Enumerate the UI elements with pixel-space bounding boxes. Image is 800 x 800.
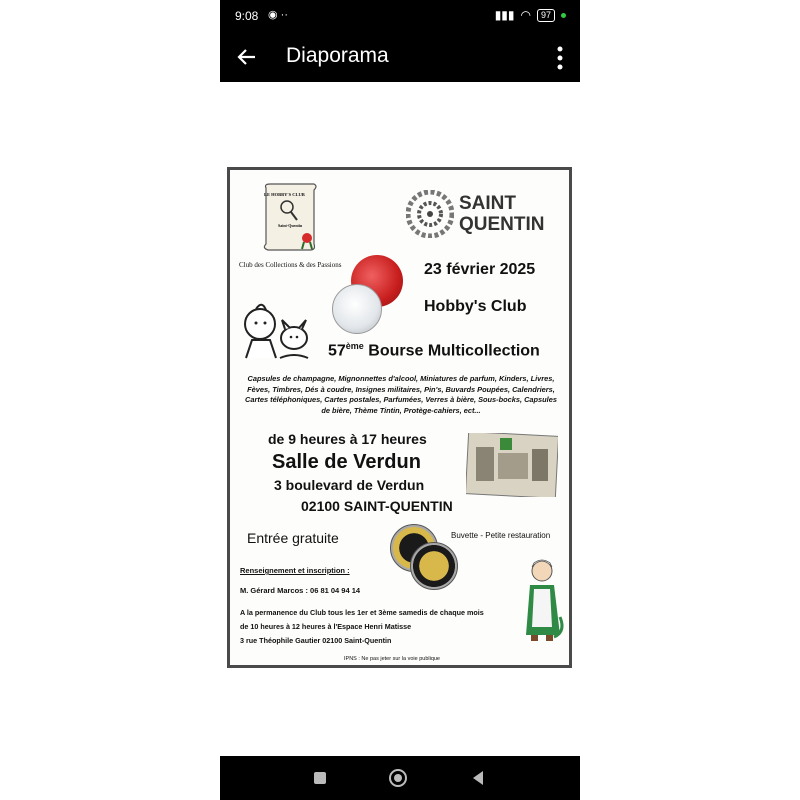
tintin-snowy-illustration <box>236 298 314 362</box>
navigation-bar <box>220 756 580 800</box>
city-logo-line2: QUENTIN <box>459 214 545 235</box>
saint-quentin-logo-icon <box>406 190 454 238</box>
vintage-postcard-image <box>466 433 558 497</box>
city-logo-line1: SAINT <box>459 193 516 214</box>
event-title-text: Bourse Multicollection <box>363 342 540 360</box>
permanence-line2: de 10 heures à 12 heures à l'Espace Henri Matisse <box>240 622 412 631</box>
edition-number: 57 <box>328 342 346 360</box>
battery-icon: 97 <box>537 9 555 22</box>
app-title: Diaporama <box>286 44 389 67</box>
club-scroll-text: LE HOBBY'S CLUB <box>264 192 305 197</box>
wifi-icon: ◠ <box>520 8 531 22</box>
more-options-icon[interactable] <box>552 44 568 72</box>
event-title <box>328 341 540 360</box>
event-poster-image <box>227 167 572 668</box>
venue-city: 02100 SAINT-QUENTIN <box>301 498 453 514</box>
euro-coin-2 <box>410 542 458 590</box>
club-tagline: Club des Collections & des Passions <box>239 261 342 269</box>
permanence-line3: 3 rue Théophile Gautier 02100 Saint-Quentin <box>240 636 392 645</box>
info-heading: Renseignement et inscription : <box>240 566 350 575</box>
back-arrow-icon[interactable] <box>234 44 260 70</box>
event-hours: de 9 heures à 17 heures <box>268 431 427 447</box>
entry-info: Entrée gratuite <box>247 530 339 546</box>
becassine-figure-illustration <box>520 557 566 647</box>
refreshments-info: Buvette - Petite restauration <box>451 531 551 540</box>
club-name: Hobby's Club <box>424 298 527 315</box>
status-bar <box>220 0 580 34</box>
privacy-dot-icon <box>561 13 566 18</box>
notification-icons: ◉ ·· <box>268 9 288 21</box>
contact-info: M. Gérard Marcos : 06 81 04 94 14 <box>240 586 361 595</box>
club-scroll-sub: Saint-Quentin <box>278 223 303 228</box>
home-icon[interactable] <box>388 768 408 788</box>
signal-icon: ▮▮▮ <box>494 8 515 22</box>
recents-icon[interactable] <box>310 768 330 788</box>
venue-name: Salle de Verdun <box>272 451 421 473</box>
poster-footer: IPNS : Ne pas jeter sur la voie publique <box>344 656 440 662</box>
edition-sup: ème <box>345 341 364 351</box>
app-bar <box>220 34 580 82</box>
back-nav-icon[interactable] <box>468 768 488 788</box>
event-date: 23 février 2025 <box>424 261 536 278</box>
status-time: 9:08 <box>235 9 259 23</box>
venue-address: 3 boulevard de Verdun <box>274 477 425 493</box>
status-right <box>495 8 566 22</box>
collectibles-list: Capsules de champagne, Mignonnettes d'alcool, Miniatures de parfum, Kinders, Livres, Fèves, Timbres, Dés à coudre, Insignes militaires, Pin's, Buvards Poupées, Calendriers, Cartes téléphoniques, Cartes postales, Parfumées, Verres à bière, Sous-bocks, Capsules de bière, Thème Tintin, Protège-cahiers, ect... <box>245 374 557 415</box>
white-champagne-cap <box>332 284 382 334</box>
permanence-line1: A la permanence du Club tous les 1er et 3ème samedis de chaque mois <box>240 608 484 617</box>
